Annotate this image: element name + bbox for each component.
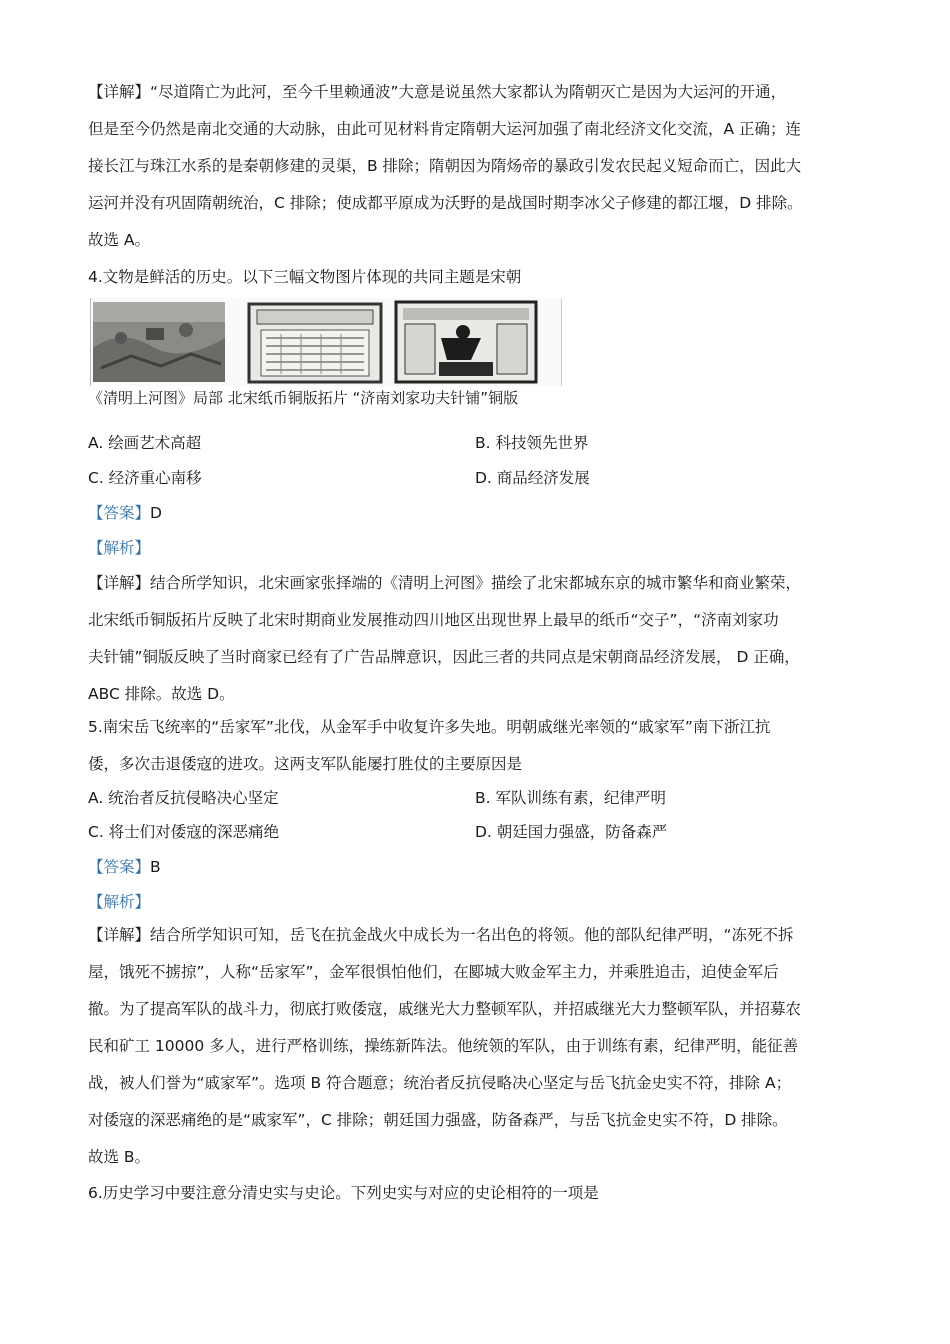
text-line	[88, 565, 878, 602]
text-line: 民和矿工 10000 多人，进行严格训练，操练新阵法。他统领的军队，由于训练有素，纪律严明，能征善	[88, 1037, 799, 1055]
text-line: 撤。为了提高军队的战斗力，彻底打败倭寇，戚继光大力整顿军队，并招戚继光大力整顿军队，并招募农	[88, 1000, 802, 1018]
jinan-liu-needle-shop-plate-image	[396, 302, 536, 382]
text-line: 屋，饿死不掳掠”，人称“岳家军”，金军很惧怕他们，在郾城大败金军主力，并乘胜追击，迫使金军后	[88, 963, 779, 981]
song-paper-money-rubbing-image	[249, 304, 381, 382]
q5-option-a[interactable]: A. 统治者反抗侵略决心坚定	[88, 789, 279, 807]
text-line: 故选 B。	[88, 1148, 151, 1166]
question-stem: 5.南宋岳飞统率的“岳家军”北伐，从金军手中收复许多失地。明朝戚继光率领的“戚家军”南下浙江抗	[88, 718, 771, 736]
text-line: 但是至今仍然是南北交通的大动脉，由此可见材料肯定隋朝大运河加强了南北经济文化交流，A 正确；连	[88, 120, 802, 138]
text-line: 【详解】“尽道隋亡为此河，至今千里赖通波”大意是说虽然大家都认为隋朝灭亡是因为大运河的开通，	[88, 83, 787, 101]
q5-detail	[88, 917, 878, 1176]
analysis-tag: 【解析】	[88, 539, 151, 557]
artifact-images-svg	[91, 298, 561, 386]
q3-detail	[88, 74, 878, 259]
answer-tag: 【答案】	[88, 504, 151, 522]
text-line: ABC 排除。故选 D。	[88, 685, 235, 703]
detail-tag: 【详解】	[88, 574, 151, 592]
analysis-tag: 【解析】	[88, 893, 151, 911]
q4-detail	[88, 565, 878, 713]
answer-tag: 【答案】	[88, 858, 151, 876]
q6-stem	[88, 1175, 878, 1212]
q5-stem	[88, 709, 878, 783]
detail-tag: 【详解】	[88, 926, 151, 944]
q5-answer	[88, 856, 161, 878]
detail-text: 结合所学知识可知，岳飞在抗金战火中成长为一名出色的将领。他的部队纪律严明，“冻死不拆	[150, 926, 794, 944]
text-line	[88, 917, 878, 954]
q4-option-c[interactable]: C. 经济重心南移	[88, 469, 202, 487]
q4-option-a[interactable]: A. 绘画艺术高超	[88, 434, 202, 452]
question-stem: 4.文物是鲜活的历史。以下三幅文物图片体现的共同主题是宋朝	[88, 268, 522, 286]
text-line: 北宋纸币铜版拓片反映了北宋时期商业发展推动四川地区出现世界上最早的纸币“交子”，“济南刘家功	[88, 611, 779, 629]
text-line: 接长江与珠江水系的是秦朝修建的灵渠，B 排除；隋朝因为隋炀帝的暴政引发农民起义短命而亡，因此大	[88, 157, 802, 175]
text-line: 战，被人们誉为“戚家军”。选项 B 符合题意；统治者反抗侵略决心坚定与岳飞抗金史实不符，排除 A；	[88, 1074, 792, 1092]
text-line: 对倭寇的深恶痛绝的是“戚家军”，C 排除；朝廷国力强盛，防备森严，与岳飞抗金史实不符，D 排除。	[88, 1111, 788, 1129]
q4-answer	[88, 502, 162, 524]
q4-analysis-tag	[88, 537, 150, 559]
q4-option-d[interactable]: D. 商品经济发展	[475, 469, 590, 487]
q5-option-d[interactable]: D. 朝廷国力强盛，防备森严	[475, 823, 668, 841]
detail-text: 结合所学知识，北宋画家张择端的《清明上河图》描绘了北宋都城东京的城市繁华和商业繁荣，	[150, 574, 802, 592]
image-caption: 《清明上河图》局部 北宋纸币铜版拓片 “济南刘家功夫针铺”铜版	[88, 389, 519, 407]
text-line: 夫针铺”铜版反映了当时商家已经有了广告品牌意识，因此三者的共同点是宋朝商品经济发展， D 正确，	[88, 648, 800, 666]
q5-option-c[interactable]: C. 将士们对倭寇的深恶痛绝	[88, 823, 280, 841]
answer-value: D	[150, 504, 162, 522]
answer-value: B	[150, 858, 161, 876]
text-line: 运河并没有巩固隋朝统治，C 排除；使成都平原成为沃野的是战国时期李冰父子修建的都江堰，D 排除。	[88, 194, 803, 212]
artifact-images	[90, 298, 562, 386]
q4-option-b[interactable]: B. 科技领先世界	[475, 434, 589, 452]
qingming-painting-image	[93, 302, 225, 382]
text-line: 故选 A。	[88, 231, 151, 249]
q4-stem	[88, 259, 878, 296]
q5-analysis-tag	[88, 891, 150, 913]
q5-option-b[interactable]: B. 军队训练有素，纪律严明	[475, 789, 666, 807]
question-stem: 倭，多次击退倭寇的进攻。这两支军队能屡打胜仗的主要原因是	[88, 755, 523, 773]
question-stem: 6.历史学习中要注意分清史实与史论。下列史实与对应的史论相符的一项是	[88, 1184, 599, 1202]
